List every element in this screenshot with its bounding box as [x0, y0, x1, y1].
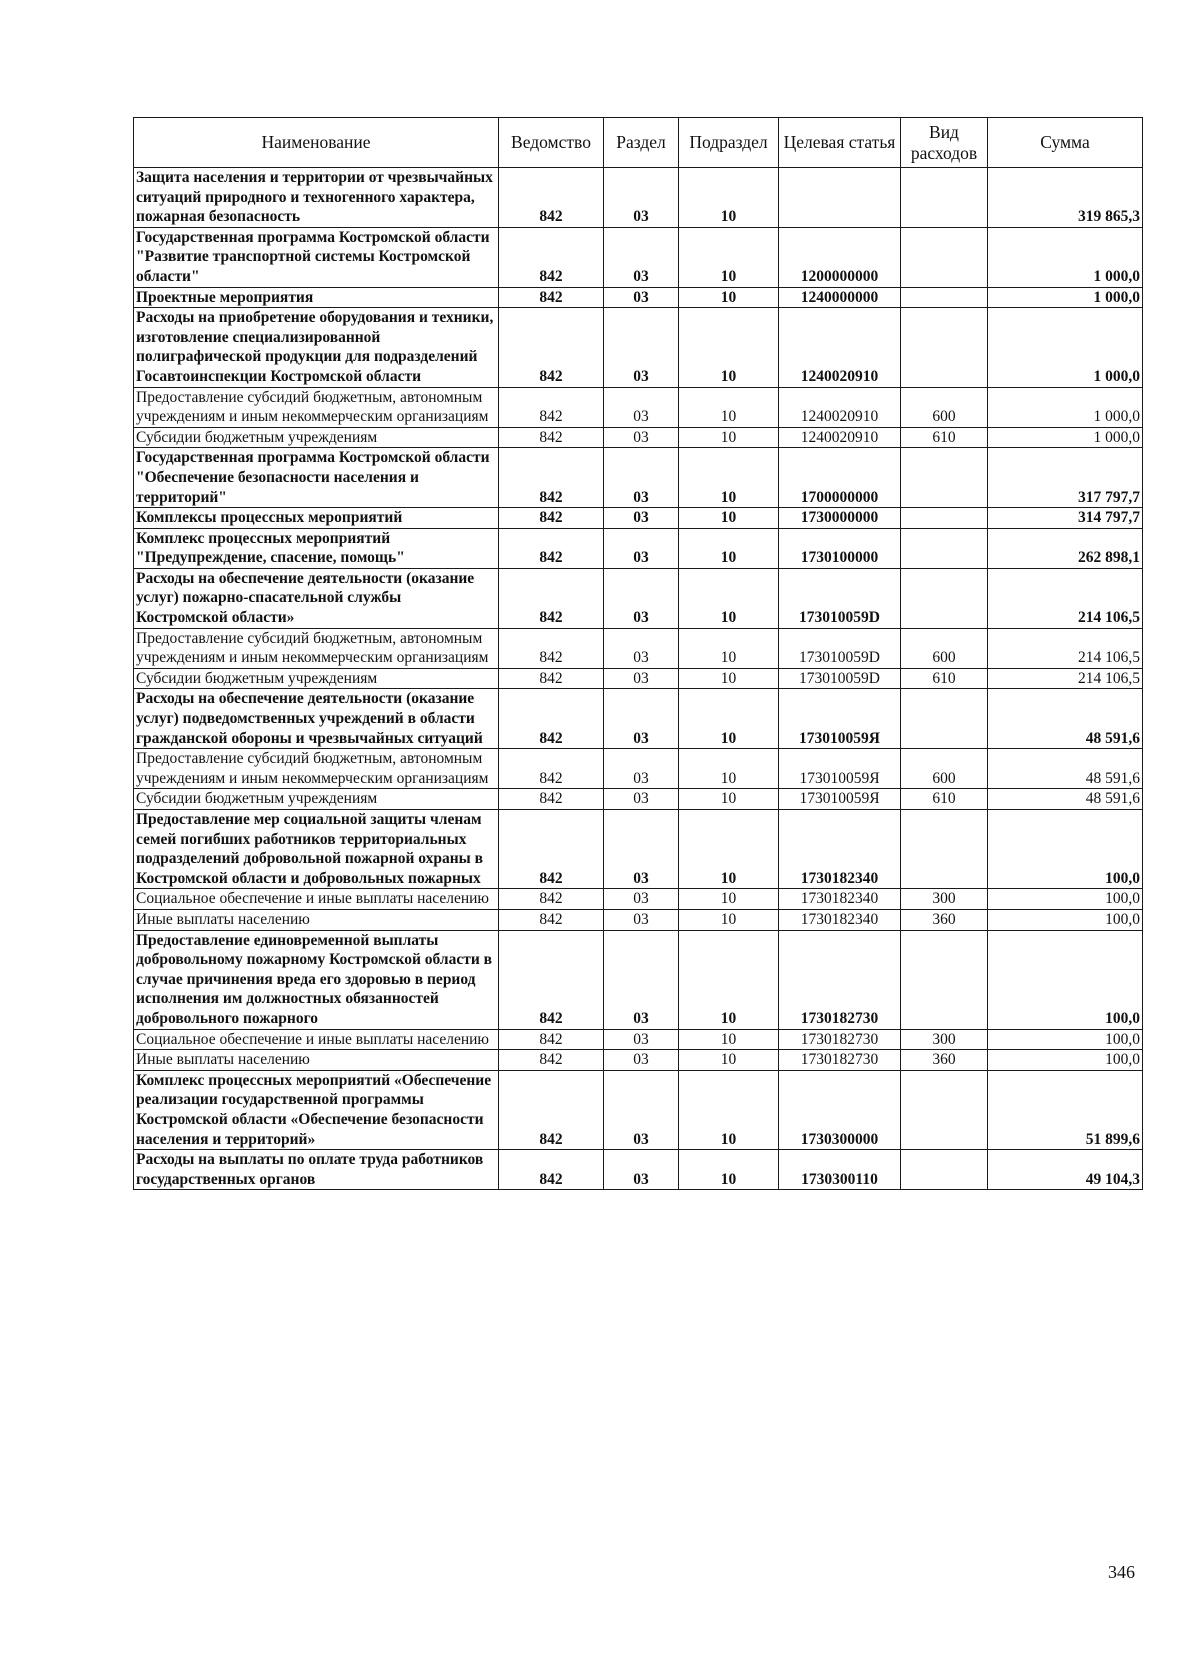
cell-section: 03: [604, 810, 679, 889]
cell-target: 1730182340: [779, 889, 901, 910]
cell-kind: [901, 528, 988, 568]
cell-target: 1730300000: [779, 1070, 901, 1149]
table-row: [134, 1029, 1143, 1050]
cell-dept: 842: [499, 528, 604, 568]
cell-name: Защита населения и территории от чрезвычайных ситуаций природного и техногенного характера, пожарная безопасность: [134, 168, 499, 228]
cell-sum: 1 000,0: [988, 227, 1143, 287]
cell-subsection: 10: [679, 448, 779, 508]
cell-sum: 314 797,7: [988, 508, 1143, 529]
budget-table: [133, 117, 1143, 1190]
cell-dept: 842: [499, 810, 604, 889]
cell-subsection: 10: [679, 427, 779, 448]
cell-subsection: 10: [679, 909, 779, 930]
cell-subsection: 10: [679, 1150, 779, 1190]
cell-section: 03: [604, 1070, 679, 1149]
cell-dept: 842: [499, 749, 604, 789]
cell-section: 03: [604, 308, 679, 387]
cell-section: 03: [604, 427, 679, 448]
cell-name: Предоставление единовременной выплаты добровольному пожарному Костромской области в случае причинения вреда его здоровью в период исполнения им должностных обязанностей добровольного пожарного: [134, 930, 499, 1029]
cell-subsection: 10: [679, 387, 779, 427]
cell-sum: 317 797,7: [988, 448, 1143, 508]
cell-subsection: 10: [679, 568, 779, 628]
cell-subsection: 10: [679, 287, 779, 308]
cell-name: Иные выплаты населению: [134, 1050, 499, 1071]
cell-subsection: 10: [679, 689, 779, 749]
cell-subsection: 10: [679, 227, 779, 287]
cell-section: 03: [604, 909, 679, 930]
cell-name: Предоставление мер социальной защиты членам семей погибших работников территориальных подразделений добровольной пожарной охраны в Костромской области и добровольных пожарных: [134, 810, 499, 889]
cell-dept: 842: [499, 427, 604, 448]
cell-section: 03: [604, 749, 679, 789]
cell-name: Государственная программа Костромской области "Развитие транспортной системы Костромской области": [134, 227, 499, 287]
cell-kind: 360: [901, 1050, 988, 1071]
cell-name: Проектные мероприятия: [134, 287, 499, 308]
cell-dept: 842: [499, 227, 604, 287]
cell-kind: 600: [901, 749, 988, 789]
cell-dept: 842: [499, 930, 604, 1029]
cell-name: Государственная программа Костромской области "Обеспечение безопасности населения и территорий": [134, 448, 499, 508]
page-number: 346: [1108, 1562, 1135, 1582]
cell-subsection: 10: [679, 1070, 779, 1149]
cell-target: 1700000000: [779, 448, 901, 508]
cell-target: 1730182730: [779, 1050, 901, 1071]
cell-name: Иные выплаты населению: [134, 909, 499, 930]
cell-target: 1730300110: [779, 1150, 901, 1190]
cell-target: 1730182340: [779, 810, 901, 889]
table-row: [134, 749, 1143, 789]
cell-name: Расходы на обеспечение деятельности (оказание услуг) пожарно-спасательной службы Костромской области»: [134, 568, 499, 628]
table-row: [134, 1070, 1143, 1149]
cell-name: Расходы на выплаты по оплате труда работников государственных органов: [134, 1150, 499, 1190]
cell-kind: [901, 168, 988, 228]
cell-sum: 1 000,0: [988, 308, 1143, 387]
cell-dept: 842: [499, 789, 604, 810]
cell-section: 03: [604, 689, 679, 749]
cell-subsection: 10: [679, 889, 779, 910]
cell-section: 03: [604, 889, 679, 910]
cell-name: Комплекс процессных мероприятий «Обеспечение реализации государственной программы Костромской области «Обеспечение безопасности населения и территорий»: [134, 1070, 499, 1149]
cell-dept: 842: [499, 308, 604, 387]
cell-kind: [901, 689, 988, 749]
cell-kind: [901, 448, 988, 508]
cell-dept: 842: [499, 448, 604, 508]
cell-kind: 610: [901, 668, 988, 689]
cell-name: Субсидии бюджетным учреждениям: [134, 789, 499, 810]
cell-subsection: 10: [679, 749, 779, 789]
table-row: [134, 508, 1143, 529]
table-row: [134, 387, 1143, 427]
cell-section: 03: [604, 1150, 679, 1190]
cell-name: Расходы на обеспечение деятельности (оказание услуг) подведомственных учреждений в области гражданской обороны и чрезвычайных ситуаций: [134, 689, 499, 749]
cell-sum: 48 591,6: [988, 789, 1143, 810]
cell-target: 1240000000: [779, 287, 901, 308]
cell-target: 173010059D: [779, 568, 901, 628]
budget-table-container: [133, 117, 1142, 1190]
cell-target: 173010059D: [779, 668, 901, 689]
header-subsection: Подраздел: [679, 118, 779, 168]
cell-dept: 842: [499, 1070, 604, 1149]
cell-dept: 842: [499, 689, 604, 749]
cell-dept: 842: [499, 909, 604, 930]
table-row: [134, 1150, 1143, 1190]
cell-section: 03: [604, 668, 679, 689]
cell-subsection: 10: [679, 308, 779, 387]
cell-name: Социальное обеспечение и иные выплаты населению: [134, 1029, 499, 1050]
cell-dept: 842: [499, 1050, 604, 1071]
table-header-row: [134, 118, 1143, 168]
cell-dept: 842: [499, 889, 604, 910]
cell-kind: 610: [901, 427, 988, 448]
cell-target: 1240020910: [779, 387, 901, 427]
cell-target: 1730182730: [779, 930, 901, 1029]
cell-section: 03: [604, 168, 679, 228]
cell-sum: 48 591,6: [988, 749, 1143, 789]
cell-kind: [901, 308, 988, 387]
cell-sum: 214 106,5: [988, 628, 1143, 668]
table-row: [134, 930, 1143, 1029]
cell-sum: 1 000,0: [988, 387, 1143, 427]
table-row: [134, 168, 1143, 228]
table-row: [134, 628, 1143, 668]
cell-dept: 842: [499, 1029, 604, 1050]
table-row: [134, 789, 1143, 810]
cell-target: 1240020910: [779, 308, 901, 387]
cell-sum: 51 899,6: [988, 1070, 1143, 1149]
cell-sum: 49 104,3: [988, 1150, 1143, 1190]
cell-section: 03: [604, 387, 679, 427]
header-section: Раздел: [604, 118, 679, 168]
cell-sum: 48 591,6: [988, 689, 1143, 749]
cell-sum: 262 898,1: [988, 528, 1143, 568]
cell-name: Субсидии бюджетным учреждениям: [134, 668, 499, 689]
cell-dept: 842: [499, 387, 604, 427]
header-target: Целевая статья: [779, 118, 901, 168]
cell-target: 173010059Я: [779, 749, 901, 789]
cell-section: 03: [604, 789, 679, 810]
cell-section: 03: [604, 287, 679, 308]
cell-target: 1730000000: [779, 508, 901, 529]
cell-dept: 842: [499, 568, 604, 628]
cell-subsection: 10: [679, 508, 779, 529]
cell-section: 03: [604, 448, 679, 508]
table-row: [134, 448, 1143, 508]
cell-section: 03: [604, 1029, 679, 1050]
cell-target: 1730100000: [779, 528, 901, 568]
cell-subsection: 10: [679, 628, 779, 668]
table-row: [134, 1050, 1143, 1071]
table-row: [134, 668, 1143, 689]
cell-kind: [901, 1070, 988, 1149]
cell-kind: [901, 810, 988, 889]
cell-kind: 610: [901, 789, 988, 810]
table-row: [134, 308, 1143, 387]
cell-section: 03: [604, 227, 679, 287]
cell-kind: [901, 930, 988, 1029]
cell-target: 173010059D: [779, 628, 901, 668]
cell-sum: 1 000,0: [988, 427, 1143, 448]
cell-kind: [901, 1150, 988, 1190]
cell-subsection: 10: [679, 930, 779, 1029]
cell-dept: 842: [499, 628, 604, 668]
cell-sum: 100,0: [988, 909, 1143, 930]
cell-name: Социальное обеспечение и иные выплаты населению: [134, 889, 499, 910]
header-sum: Сумма: [988, 118, 1143, 168]
cell-sum: 100,0: [988, 1029, 1143, 1050]
cell-subsection: 10: [679, 1029, 779, 1050]
cell-dept: 842: [499, 508, 604, 529]
cell-kind: [901, 287, 988, 308]
table-row: [134, 689, 1143, 749]
cell-section: 03: [604, 568, 679, 628]
cell-subsection: 10: [679, 528, 779, 568]
cell-name: Субсидии бюджетным учреждениям: [134, 427, 499, 448]
table-row: [134, 810, 1143, 889]
table-row: [134, 227, 1143, 287]
header-kind: Вид расходов: [901, 118, 988, 168]
table-row: [134, 287, 1143, 308]
cell-kind: 300: [901, 1029, 988, 1050]
cell-target: [779, 168, 901, 228]
cell-target: 173010059Я: [779, 689, 901, 749]
cell-sum: 100,0: [988, 810, 1143, 889]
table-row: [134, 528, 1143, 568]
cell-target: 173010059Я: [779, 789, 901, 810]
cell-subsection: 10: [679, 668, 779, 689]
cell-kind: 600: [901, 387, 988, 427]
cell-section: 03: [604, 508, 679, 529]
cell-sum: 319 865,3: [988, 168, 1143, 228]
table-row: [134, 889, 1143, 910]
table-row: [134, 909, 1143, 930]
cell-sum: 214 106,5: [988, 568, 1143, 628]
cell-kind: [901, 227, 988, 287]
cell-name: Предоставление субсидий бюджетным, автономным учреждениям и иным некоммерческим организациям: [134, 628, 499, 668]
cell-section: 03: [604, 1050, 679, 1071]
cell-kind: [901, 568, 988, 628]
cell-dept: 842: [499, 668, 604, 689]
cell-sum: 1 000,0: [988, 287, 1143, 308]
cell-section: 03: [604, 930, 679, 1029]
cell-target: 1200000000: [779, 227, 901, 287]
table-row: [134, 427, 1143, 448]
cell-section: 03: [604, 628, 679, 668]
table-row: [134, 568, 1143, 628]
cell-dept: 842: [499, 168, 604, 228]
cell-name: Комплексы процессных мероприятий: [134, 508, 499, 529]
cell-target: 1730182730: [779, 1029, 901, 1050]
cell-name: Комплекс процессных мероприятий "Предупреждение, спасение, помощь": [134, 528, 499, 568]
cell-subsection: 10: [679, 789, 779, 810]
cell-sum: 214 106,5: [988, 668, 1143, 689]
header-name: Наименование: [134, 118, 499, 168]
cell-name: Предоставление субсидий бюджетным, автономным учреждениям и иным некоммерческим организациям: [134, 749, 499, 789]
cell-subsection: 10: [679, 1050, 779, 1071]
cell-dept: 842: [499, 1150, 604, 1190]
cell-target: 1730182340: [779, 909, 901, 930]
cell-sum: 100,0: [988, 930, 1143, 1029]
cell-target: 1240020910: [779, 427, 901, 448]
cell-section: 03: [604, 528, 679, 568]
cell-sum: 100,0: [988, 889, 1143, 910]
header-dept: Ведомство: [499, 118, 604, 168]
cell-name: Предоставление субсидий бюджетным, автономным учреждениям и иным некоммерческим организациям: [134, 387, 499, 427]
cell-subsection: 10: [679, 168, 779, 228]
cell-kind: 300: [901, 889, 988, 910]
cell-kind: 600: [901, 628, 988, 668]
cell-kind: 360: [901, 909, 988, 930]
cell-sum: 100,0: [988, 1050, 1143, 1071]
cell-kind: [901, 508, 988, 529]
cell-name: Расходы на приобретение оборудования и техники, изготовление специализированной полиграфической продукции для подразделений Госавтоинспекции Костромской области: [134, 308, 499, 387]
cell-dept: 842: [499, 287, 604, 308]
cell-subsection: 10: [679, 810, 779, 889]
table-body: [134, 168, 1143, 1190]
